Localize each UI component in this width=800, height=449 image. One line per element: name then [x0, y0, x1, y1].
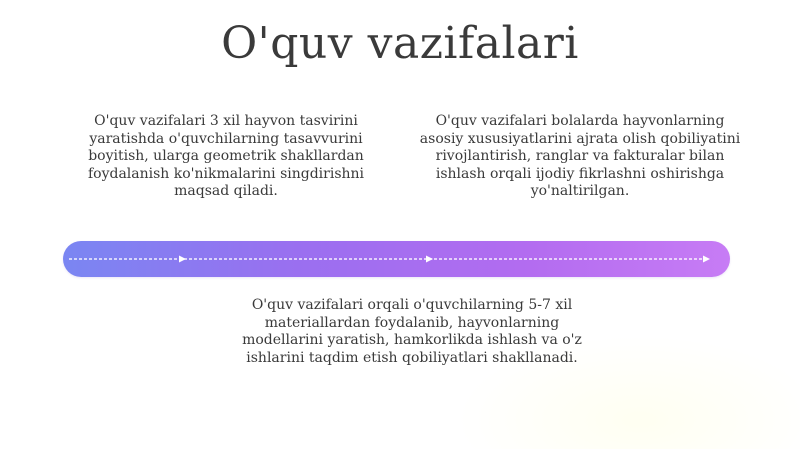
- timeline-arrow-line: [67, 241, 722, 277]
- arrow-head-icon: [179, 256, 186, 263]
- slide-title: O'quv vazifalari: [221, 18, 579, 69]
- paragraph-right: O'quv vazifalari bolalarda hayvonlarning asosiy xususiyatlarini ajrata olish qobiliyatini rivojlantirish, ranglar va fakturalar bilan ishlash orqali ijodiy fikrlashni oshirishga yo'naltirilgan.: [419, 113, 741, 199]
- paragraph-left: O'quv vazifalari 3 xil hayvon tasvirini yaratishda o'quvchilarning tasavvurini boyitish, ularga geometrik shakllardan foydalanish ko'nikmalarini singdirishni maqsad qiladi.: [87, 113, 365, 199]
- arrow-head-icon: [426, 256, 433, 263]
- timeline-bar: [63, 241, 730, 277]
- arrow-head-icon: [703, 256, 710, 263]
- paragraph-bottom: O'quv vazifalari orqali o'quvchilarning 5-7 xil materiallardan foydalanib, hayvonlarning modellarini yaratish, hamkorlikda ishlash va o'z ishlarini taqdim etish qobiliyatlari shakllanadi.: [242, 297, 582, 366]
